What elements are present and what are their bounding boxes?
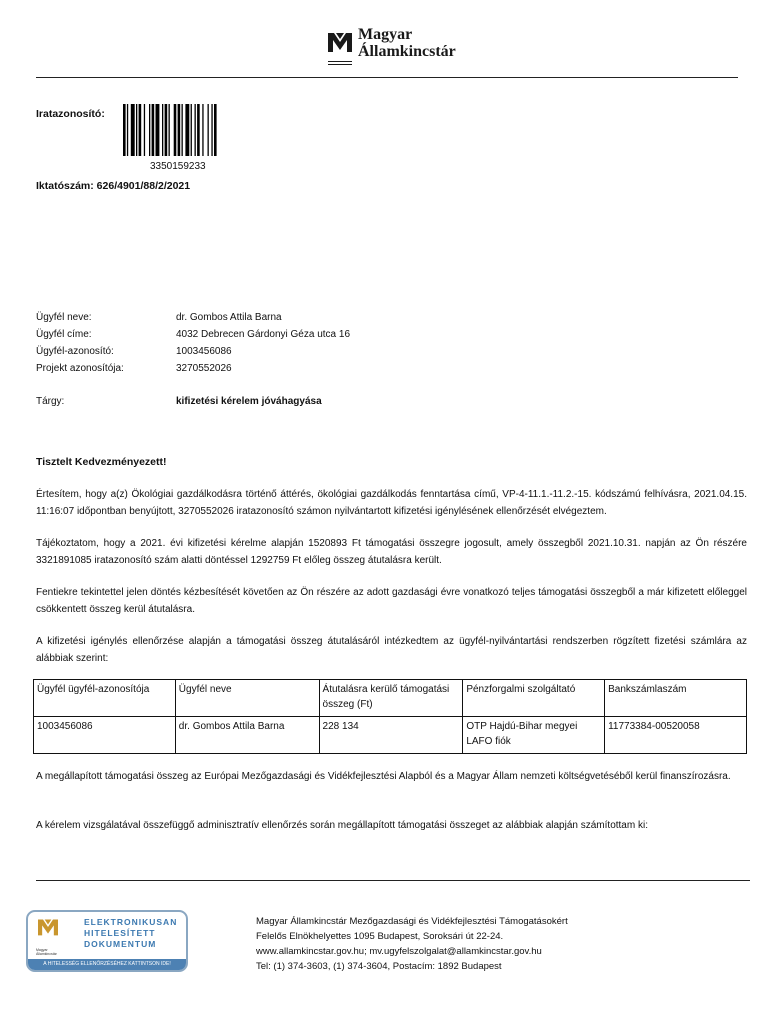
payment-table [33,679,747,754]
table-cell: dr. Gombos Attila Barna [175,717,319,754]
subject-value: kifizetési kérelem jóváhagyása [176,396,322,407]
table-cell: OTP Hajdú-Bihar megyei LAFO fiók [463,717,605,754]
footer-line-1: Magyar Államkincstár Mezőgazdasági és Vidékfejlesztési Támogatásokért [256,916,568,927]
client-label: Ügyfél-azonosító: [36,346,114,357]
iktatoszam: Iktatószám: 626/4901/88/2/2021 [36,180,191,192]
logo-line-2: Államkincstár [358,43,456,60]
barcode-bar [214,104,217,156]
salutation: Tisztelt Kedvezményezett! [36,456,167,468]
iratazonosito-label: Iratazonosító: [36,108,105,120]
header-divider [36,77,738,78]
footer-line-3[interactable]: www.allamkincstar.gov.hu; mv.ugyfelszolgalat@allamkincstar.gov.hu [256,946,542,957]
treasury-logo [326,26,466,72]
table-header-cell: Ügyfél neve [175,680,319,717]
logo-underline-1 [328,61,352,62]
barcode-bar [123,104,126,156]
barcode-bar [195,104,196,156]
barcode-bar [149,104,150,156]
logo-underline-2 [328,64,352,65]
barcode [123,104,241,156]
paragraph-6: A kérelem vizsgálatával összefüggő adminisztratív ellenőrzés során megállapított támogatási összeget az alábbiak alapján számítottam ki: [36,820,648,831]
barcode-bar [208,104,209,156]
subject-label: Tárgy: [36,396,65,407]
barcode-bar [165,104,168,156]
table-header-cell: Ügyfél ügyfél-azonosítója [34,680,176,717]
barcode-number: 3350159233 [150,161,206,172]
badge-verify-link[interactable]: A HITELESSÉG ELLENŐRZÉSÉHEZ KATTINTSON IDE! [28,959,186,970]
barcode-bar [211,104,212,156]
table-cell: 1003456086 [34,717,176,754]
badge-title [84,917,177,950]
table-header-cell: Pénzforgalmi szolgáltató [463,680,605,717]
barcode-bar [162,104,163,156]
treasury-emblem-icon [326,30,354,54]
paragraph-4: A kifizetési igénylés ellenőrzése alapján a támogatási összeg átutalásáról intézkedtem az ügyfél-nyilvántartási rendszerben rögzített fizetési számlára az alábbiak szerint: [36,636,747,664]
footer-contact [256,914,568,974]
barcode-bar [152,104,155,156]
table-cell: 228 134 [319,717,463,754]
barcode-bar [178,104,181,156]
barcode-bar [131,104,135,156]
barcode-bar [144,104,145,156]
table-cell: 11773384-00520058 [605,717,747,754]
table-header-row [34,680,747,717]
barcode-bar [191,104,192,156]
treasury-emblem-icon [36,917,60,937]
table-row [34,717,747,754]
table-header-cell: Bankszámlaszám [605,680,747,717]
e-authentication-badge[interactable] [26,910,188,972]
footer-line-4: Tel: (1) 374-3603, (1) 374-3604, Postacím: 1892 Budapest [256,961,502,972]
barcode-bar [185,104,189,156]
barcode-bar [197,104,200,156]
paragraph-3: Fentiekre tekintettel jelen döntés kézbesítését követően az Ön részére az adott gazdasági évre vonatkozó teljes támogatási összegből a már kifizetett előleggel csökkentett összeg kerül átutalásra. [36,587,747,615]
barcode-bar [139,104,142,156]
badge-mini-logo-text [36,948,57,956]
client-value: 1003456086 [176,346,232,357]
barcode-bar [174,104,177,156]
client-label: Ügyfél neve: [36,312,92,323]
paragraph-5: A megállapított támogatási összeg az Európai Mezőgazdasági és Vidékfejlesztési Alapból és a Magyar Állam nemzeti költségvetéséből kerül finanszírozásra. [36,771,731,782]
badge-mini-line-1: Magyar [36,948,48,952]
footer-divider [36,880,750,881]
badge-line-2: HITELESÍTETT [84,928,156,938]
client-value: 4032 Debrecen Gárdonyi Géza utca 16 [176,329,350,340]
barcode-bar [202,104,203,156]
badge-line-3: DOKUMENTUM [84,939,157,949]
client-value: 3270552026 [176,363,232,374]
barcode-bar [127,104,128,156]
logo-wordmark [358,26,456,60]
logo-line-1: Magyar [358,26,413,43]
barcode-bar [156,104,160,156]
client-label: Ügyfél címe: [36,329,92,340]
client-value: dr. Gombos Attila Barna [176,312,282,323]
client-label: Projekt azonosítója: [36,363,124,374]
paragraph-1: Értesítem, hogy a(z) Ökológiai gazdálkodásra történő áttérés, ökológiai gazdálkodás fenntartása című, VP-4-11.1.-11.2.-15. kódszámú felhívásra, 2021.04.15. 11:16:07 időpontban benyújtott, 3270552026 iratazonosító számon nyilvántartott kifizetési igénylésének ellenőrzését elvégeztem. [36,489,747,517]
badge-mini-line-2: Államkincstár [36,952,57,956]
paragraph-2: Tájékoztatom, hogy a 2021. évi kifizetési kérelme alapján 1520893 Ft támogatási összegre jogosult, amely összegből 2021.10.31. napján az Ön részére 3321891085 iratazonosító szám alatti döntéssel 1292759 Ft előleg összeg átutalásra került. [36,538,747,566]
barcode-bar [182,104,183,156]
table-header-cell: Átutalásra kerülő támogatási összeg (Ft) [319,680,463,717]
footer-line-2: Felelős Elnökhelyettes 1095 Budapest, Soroksári út 22-24. [256,931,504,942]
badge-line-1: ELEKTRONIKUSAN [84,917,178,927]
barcode-bar [169,104,170,156]
barcode-bar [136,104,137,156]
